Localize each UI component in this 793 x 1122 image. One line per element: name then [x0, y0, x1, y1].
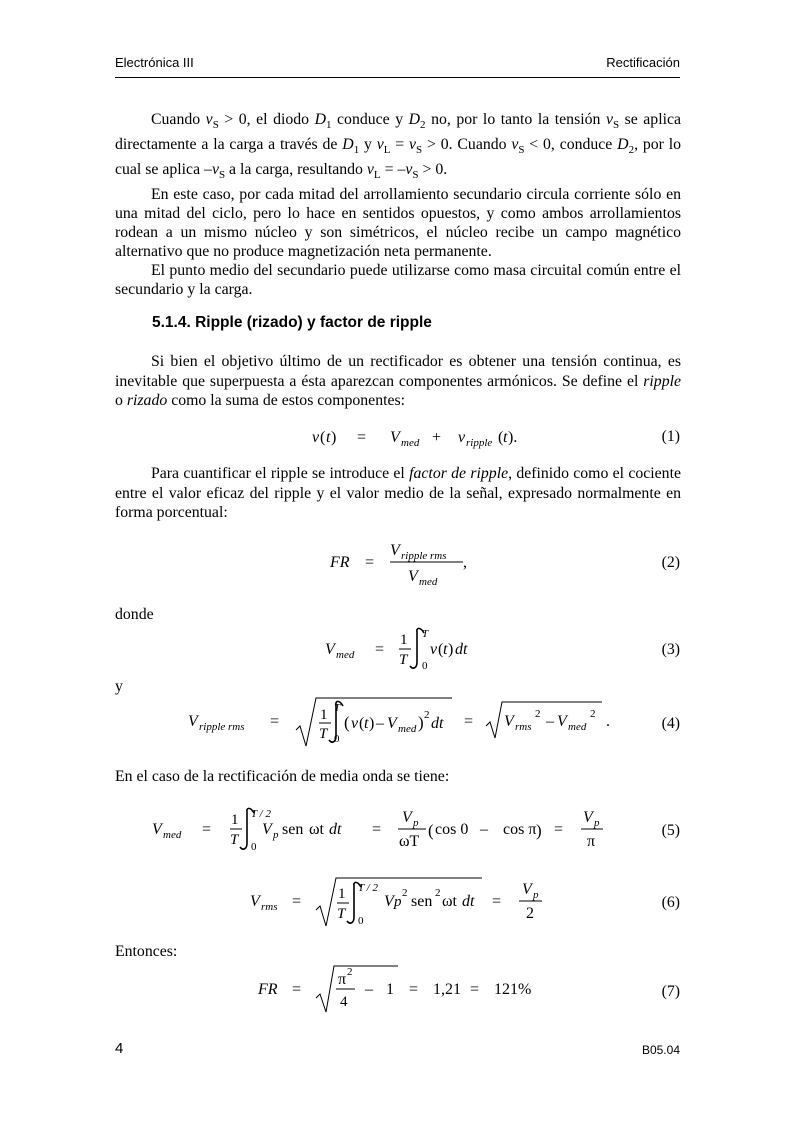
svg-text:T: T	[334, 702, 341, 714]
svg-text:V: V	[262, 821, 272, 838]
svg-text:1: 1	[338, 886, 346, 902]
header-course-title: Electrónica III	[115, 55, 194, 70]
svg-text:sen: sen	[411, 893, 433, 910]
svg-text:–: –	[365, 981, 373, 998]
svg-text:dt: dt	[462, 893, 475, 910]
svg-text:=: =	[365, 554, 375, 571]
svg-text:=: =	[492, 893, 502, 910]
svg-text:0: 0	[422, 660, 428, 672]
word-donde: donde	[115, 606, 154, 623]
svg-text:): )	[448, 641, 454, 658]
svg-text:): )	[369, 715, 375, 732]
svg-text:V: V	[583, 809, 593, 826]
svg-text:=: =	[270, 713, 280, 730]
equation-6	[248, 872, 558, 932]
svg-text:med: med	[401, 437, 420, 449]
svg-text:t: t	[503, 429, 508, 446]
svg-text:121%: 121%	[494, 981, 532, 998]
equation-number-2: (2)	[661, 554, 680, 571]
svg-text:med: med	[568, 721, 587, 733]
svg-text:+: +	[432, 429, 442, 446]
svg-text:sen: sen	[282, 821, 304, 838]
svg-text:=: =	[464, 713, 474, 730]
svg-text:dt: dt	[455, 641, 468, 658]
paragraph-conduction: Cuando $v_S > 0$, el diodo $D_1$ conduce y $D_2$ no, por lo tanto la tensión $v_S$ se aplica directamente a la carga a través de $D_1$ y $v_L = v_S > 0$. Cuando $v_S < 0$, conduce $D_2$, por lo cual se aplica $-v_S$ a la carga, resultando $v_L = -v_S > 0$.	[115, 111, 682, 182]
svg-text:V: V	[325, 641, 335, 658]
equation-3	[320, 624, 490, 674]
svg-text:ωt: ωt	[309, 821, 324, 838]
svg-text:ωT: ωT	[399, 833, 420, 850]
svg-text:p: p	[594, 817, 600, 829]
svg-text:(: (	[344, 713, 350, 732]
svg-text:=: =	[202, 821, 212, 838]
equation-number-5: (5)	[661, 822, 680, 839]
svg-text:=: =	[554, 821, 564, 838]
equation-7	[256, 958, 546, 1014]
svg-text:=: =	[470, 981, 480, 998]
svg-text:p: p	[413, 817, 419, 829]
svg-text:=: =	[409, 981, 419, 998]
svg-text:med: med	[163, 829, 182, 841]
svg-text:ripple rms: ripple rms	[199, 721, 245, 733]
svg-text:v: v	[458, 429, 466, 446]
svg-text:p: p	[533, 889, 539, 901]
svg-text:=: =	[372, 821, 382, 838]
svg-text:.: .	[606, 713, 610, 730]
svg-text:2: 2	[435, 887, 441, 899]
section-title: 5.1.4. Ripple (rizado) y factor de ripple	[152, 314, 432, 331]
svg-text:).: ).	[508, 429, 518, 446]
svg-text:T / 2: T / 2	[251, 808, 271, 820]
svg-text:V: V	[188, 713, 198, 730]
svg-text:4: 4	[340, 994, 348, 1010]
svg-text:–: –	[480, 821, 488, 838]
svg-text:cos 0: cos 0	[435, 821, 469, 838]
svg-text:t: t	[443, 641, 448, 658]
svg-text:V: V	[557, 713, 567, 730]
svg-text:=: =	[357, 429, 367, 446]
svg-text:1: 1	[386, 981, 394, 998]
svg-text:cos π: cos π	[503, 821, 537, 838]
page-number: 4	[115, 1040, 124, 1057]
svg-text:): )	[418, 713, 424, 732]
svg-text:): )	[331, 429, 337, 446]
svg-text:0: 0	[358, 915, 364, 927]
svg-text:V: V	[504, 713, 514, 730]
svg-text:V: V	[387, 715, 397, 732]
ripple-definition-text: Si bien el objetivo último de un rectificador es obtener una tensión continua, es inevitable que superpuesta a ésta aparezcan componentes armónicos. Se define el ripple o rizado como la suma de estos componentes:	[115, 353, 681, 409]
word-entonces: Entonces:	[115, 943, 178, 960]
equation-4	[186, 690, 616, 750]
svg-text:V: V	[390, 542, 400, 559]
svg-text:t: t	[326, 429, 331, 446]
svg-text:T: T	[319, 726, 328, 742]
svg-text:V: V	[390, 429, 400, 446]
svg-text:T: T	[230, 832, 239, 848]
paragraph-magnetization: En este caso, por cada mitad del arrollamiento secundario circula corriente sólo en una mitad del ciclo, pero lo hace en sentidos opuestos, y como ambos arrollamientos rodean a un mismo núcleo y son simétricos, el núcleo recibe un campo magnético alternativo que no produce magnetización neta permanente.	[115, 186, 681, 261]
svg-text:rms: rms	[515, 721, 532, 733]
svg-text:(: (	[320, 429, 326, 446]
svg-text:): )	[536, 821, 542, 840]
svg-text:FR: FR	[258, 981, 278, 998]
svg-text:med: med	[398, 723, 417, 735]
svg-text:ripple rms: ripple rms	[401, 550, 447, 562]
svg-text:V: V	[522, 881, 532, 898]
svg-text:2: 2	[526, 905, 534, 922]
svg-text:FR: FR	[330, 554, 350, 571]
svg-text:(: (	[438, 641, 444, 658]
svg-text:V: V	[402, 809, 412, 826]
equation-number-4: (4)	[661, 715, 680, 732]
svg-text:2: 2	[402, 887, 408, 899]
equation-number-7: (7)	[661, 983, 680, 1000]
document-code: B05.04	[641, 1043, 680, 1057]
svg-text:1: 1	[231, 812, 239, 828]
svg-text:(: (	[498, 429, 504, 446]
intro-text	[115, 110, 681, 299]
svg-text:1: 1	[400, 632, 408, 648]
equation-1	[300, 422, 530, 452]
svg-text:V: V	[408, 568, 418, 585]
svg-text:T: T	[422, 628, 429, 640]
svg-text:2: 2	[590, 708, 596, 720]
svg-text:1: 1	[320, 707, 328, 723]
half-wave-intro: En el caso de la rectificación de media onda se tiene:	[115, 768, 450, 785]
svg-text:v: v	[430, 641, 438, 658]
equation-2	[320, 538, 480, 592]
svg-text:=: =	[292, 893, 302, 910]
svg-text:=: =	[375, 641, 385, 658]
svg-text:2: 2	[535, 708, 541, 720]
equation-5	[150, 800, 620, 860]
svg-text:1,21: 1,21	[433, 981, 461, 998]
header-chapter-title: Rectificación	[606, 55, 680, 70]
svg-text:ripple: ripple	[466, 437, 493, 449]
svg-text:v: v	[312, 429, 320, 446]
svg-text:dt: dt	[329, 821, 342, 838]
svg-text:med: med	[336, 649, 355, 661]
header-rule	[115, 77, 680, 78]
svg-text:dt: dt	[431, 715, 444, 732]
word-y: y	[115, 678, 123, 695]
svg-text:T: T	[337, 906, 346, 922]
svg-text:p: p	[273, 829, 279, 841]
svg-text:V: V	[384, 893, 394, 910]
ripple-factor-text: Para cuantificar el ripple se introduce el factor de ripple, definido como el cociente entre el valor eficaz del ripple y el valor medio de la señal, expresado normalmente en forma porcentual:	[115, 465, 681, 521]
svg-text:ωt: ωt	[442, 893, 457, 910]
svg-text:2: 2	[347, 966, 353, 978]
svg-text:med: med	[419, 576, 438, 588]
svg-text:π: π	[587, 833, 596, 850]
svg-text:T / 2: T / 2	[358, 882, 378, 894]
svg-text:2: 2	[424, 709, 430, 721]
svg-text:v: v	[351, 715, 359, 732]
svg-text:=: =	[292, 981, 302, 998]
svg-text:0: 0	[251, 841, 257, 853]
equation-number-6: (6)	[661, 894, 680, 911]
svg-text:–: –	[546, 713, 554, 730]
svg-text:V: V	[152, 821, 162, 838]
svg-text:π: π	[338, 971, 347, 988]
svg-text:t: t	[364, 715, 369, 732]
equation-number-1: (1)	[661, 428, 680, 445]
svg-text:–: –	[376, 715, 384, 732]
svg-text:0: 0	[334, 733, 340, 745]
svg-text:(: (	[428, 821, 434, 840]
svg-text:V: V	[250, 893, 260, 910]
svg-text:T: T	[399, 652, 408, 668]
svg-text:(: (	[359, 715, 365, 732]
svg-text:p: p	[394, 894, 402, 910]
svg-text:rms: rms	[261, 901, 278, 913]
paragraph-center-tap: El punto medio del secundario puede utilizarse como masa circuital común entre el secundario y la carga.	[115, 262, 681, 299]
equation-number-3: (3)	[661, 641, 680, 658]
svg-text:,: ,	[463, 554, 467, 571]
